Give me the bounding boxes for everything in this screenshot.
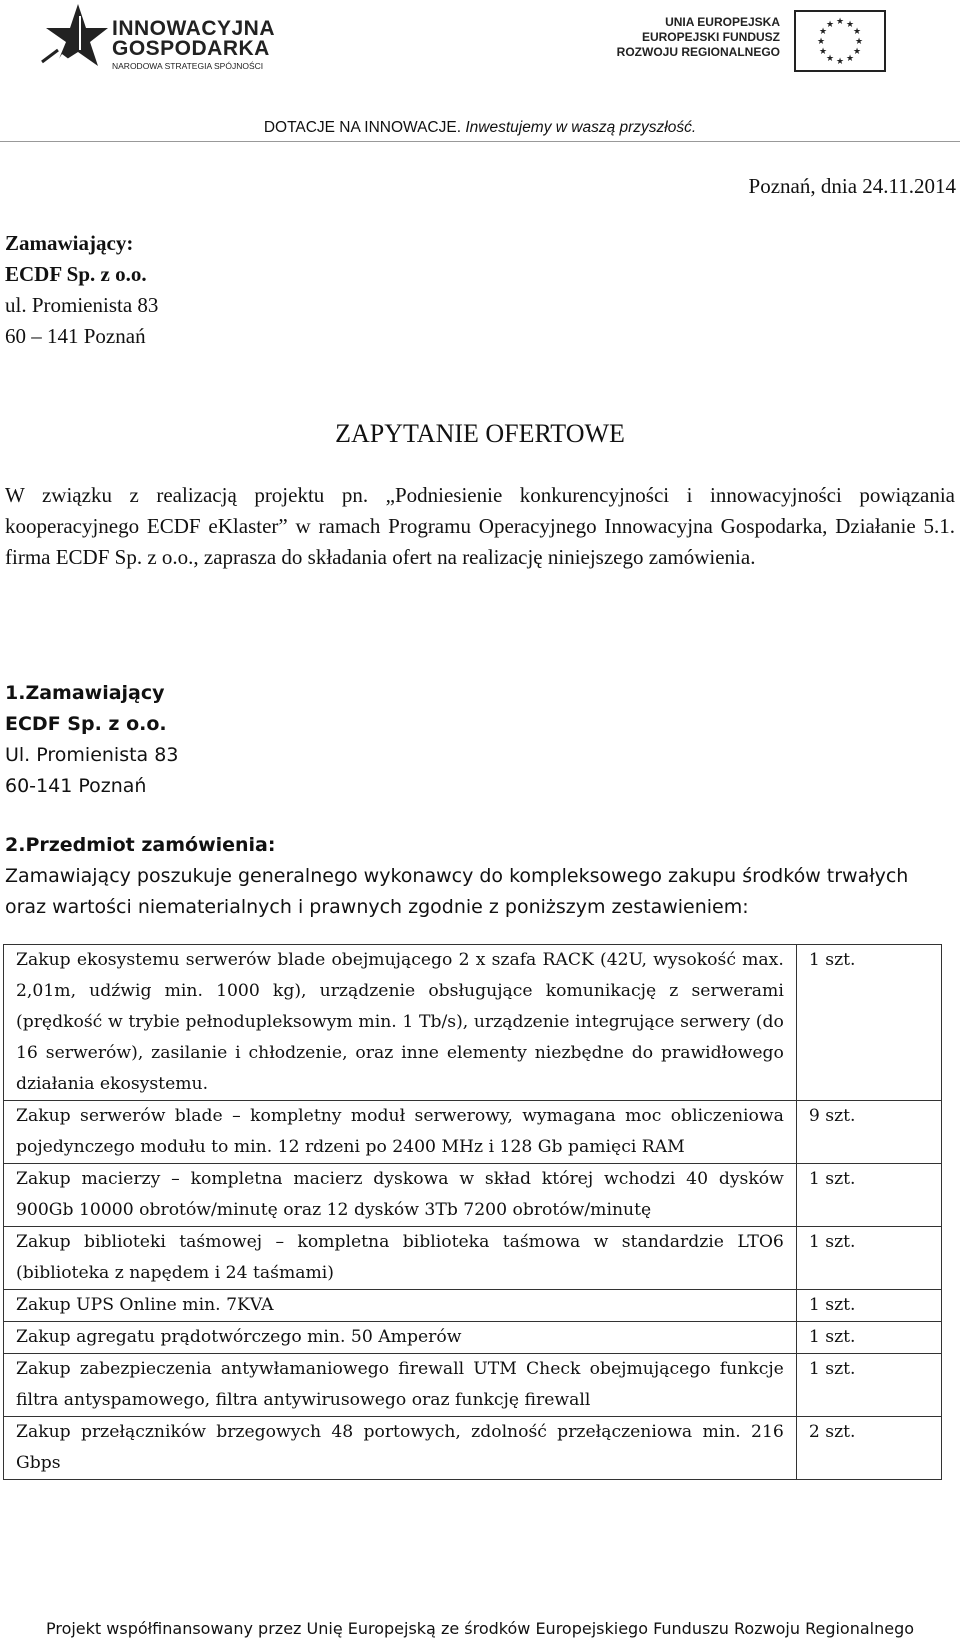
svg-text:★: ★ [816, 37, 826, 47]
client-street: ul. Promienista 83 [5, 293, 159, 317]
table-row [4, 1322, 942, 1354]
item-description: Zakup ekosystemu serwerów blade obejmującego 2 x szafa RACK (42U, wysokość max. 2,01m, udźwig min. 1000 kg), urządzenie obsługujące komunikację z serwerami (prędkość w trybie pełnodupleksowym min. 1 Tb/s), urządzenie integrujące serwery (do 16 serwerów), zasilanie i chłodzenie, oraz inne elementy niezbędne do prawidłowego działania ekosystemu. [4, 945, 797, 1101]
svg-text:★: ★ [825, 54, 835, 64]
table-row [4, 1417, 942, 1480]
item-description: Zakup serwerów blade – kompletny moduł serwerowy, wymagana moc obliczeniowa pojedynczego modułu to min. 12 rdzeni po 2400 MHz i 128 Gb pamięci RAM [4, 1101, 797, 1164]
section-2 [5, 830, 955, 923]
svg-text:★: ★ [818, 47, 828, 57]
table-row [4, 945, 942, 1101]
svg-text:★: ★ [845, 20, 855, 30]
eu-logo-text [600, 15, 780, 60]
table-row [4, 1290, 942, 1322]
item-description: Zakup przełączników brzegowych 48 portowych, zdolność przełączeniowa min. 216 Gbps [4, 1417, 797, 1480]
item-quantity: 1 szt. [796, 1322, 941, 1354]
section-2-heading: 2.Przedmiot zamówienia: [5, 834, 276, 856]
svg-text:★: ★ [825, 20, 835, 30]
section-1-name: ECDF Sp. z o.o. [5, 713, 167, 735]
eu-logo-line1: UNIA EUROPEJSKA [665, 15, 780, 29]
svg-text:★: ★ [852, 47, 862, 57]
client-address-block [5, 228, 158, 352]
item-description: Zakup zabezpieczenia antywłamaniowego firewall UTM Check obejmującego funkcje filtra antyspamowego, filtra antywirusowego oraz funkcję firewall [4, 1354, 797, 1417]
item-quantity: 9 szt. [796, 1101, 941, 1164]
ig-logo-line1: INNOWACYJNA [112, 17, 276, 40]
table-row [4, 1101, 942, 1164]
ig-star-icon [40, 2, 110, 78]
svg-text:★: ★ [854, 37, 864, 47]
ig-logo-line2: GOSPODARKA [112, 37, 270, 60]
eu-logo-line2: EUROPEJSKI FUNDUSZ [641, 30, 780, 44]
svg-text:★: ★ [835, 17, 845, 27]
header-divider [0, 141, 960, 142]
tagline [0, 119, 960, 137]
item-quantity: 1 szt. [796, 1290, 941, 1322]
item-description: Zakup agregatu prądotwórczego min. 50 Amperów [4, 1322, 797, 1354]
svg-text:★: ★ [835, 57, 845, 67]
client-city: 60 – 141 Poznań [5, 324, 146, 348]
ig-logo-line3: NARODOWA STRATEGIA SPÓJNOŚCI [112, 61, 264, 71]
section-2-text: Zamawiający poszukuje generalnego wykonawcy do kompleksowego zakupu środków trwałych oraz wartości niematerialnych i prawnych zgodnie z poniższym zestawieniem: [5, 865, 909, 918]
table-row [4, 1164, 942, 1227]
footer-note: Projekt współfinansowany przez Unię Europejską ze środków Europejskiego Funduszu Rozwoju Regionalnego [45, 1619, 915, 1638]
section-1-street: Ul. Promienista 83 [5, 744, 179, 766]
item-quantity: 1 szt. [796, 1354, 941, 1417]
svg-text:★: ★ [852, 27, 862, 37]
table-row [4, 1227, 942, 1290]
svg-text:★: ★ [818, 27, 828, 37]
innowacyjna-gospodarka-logo [40, 2, 310, 78]
eu-flag-icon [794, 10, 886, 72]
document-date: Poznań, dnia 24.11.2014 [748, 174, 956, 198]
tagline-plain: DOTACJE NA INNOWACJE. [263, 119, 466, 136]
item-quantity: 2 szt. [796, 1417, 941, 1480]
item-quantity: 1 szt. [796, 945, 941, 1101]
intro-paragraph: W związku z realizacją projektu pn. „Podniesienie konkurencyjności i innowacyjności powiązania kooperacyjnego ECDF eKlaster” w ramach Programu Operacyjnego Innowacyjna Gospodarka, Działanie 5.1. firma ECDF Sp. z o.o., zaprasza do składania ofert na realizację niniejszego zamówienia. [5, 483, 955, 569]
items-table [3, 944, 942, 1480]
tagline-italic: Inwestujemy w waszą przyszłość. [465, 119, 697, 136]
item-description: Zakup UPS Online min. 7KVA [4, 1290, 797, 1322]
section-1-heading: 1.Zamawiający [5, 682, 165, 704]
item-description: Zakup macierzy – kompletna macierz dyskowa w skład której wchodzi 40 dysków 900Gb 10000 obrotów/minutę oraz 12 dysków 3Tb 7200 obrotów/minutę [4, 1164, 797, 1227]
item-description: Zakup biblioteki taśmowej – kompletna biblioteka taśmowa w standardzie LTO6 (biblioteka z napędem i 24 taśmami) [4, 1227, 797, 1290]
section-1-city: 60-141 Poznań [5, 775, 147, 797]
item-quantity: 1 szt. [796, 1227, 941, 1290]
table-row [4, 1354, 942, 1417]
client-name: ECDF Sp. z o.o. [5, 262, 147, 286]
section-1 [5, 678, 178, 802]
svg-text:★: ★ [845, 54, 855, 64]
eu-logo-line3: ROZWOJU REGIONALNEGO [616, 45, 780, 59]
item-quantity: 1 szt. [796, 1164, 941, 1227]
client-label: Zamawiający: [5, 231, 134, 255]
document-title: ZAPYTANIE OFERTOWE [335, 419, 625, 448]
